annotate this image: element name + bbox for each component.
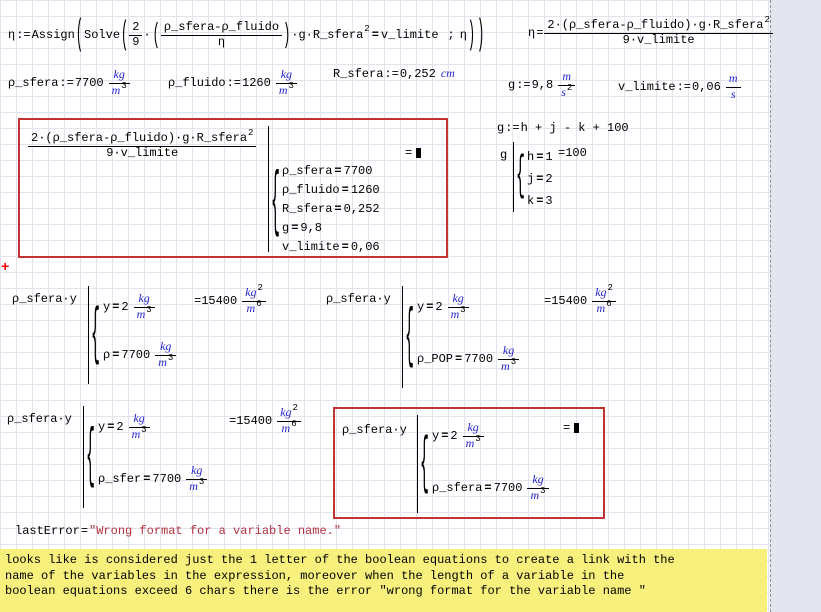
eval-result: = 15400 $\frac{kg^2}{m^6}$ [194, 286, 266, 317]
sub-row: ρ_fluido = 1260 [282, 183, 380, 197]
var-v-limite: v_limite [380, 28, 439, 42]
paren-open-icon: ( [121, 15, 129, 55]
assign-op: := [516, 78, 531, 93]
eval-label: g [500, 148, 508, 162]
unit-kg-m3: $\frac{kg}{m^3}$ [498, 344, 519, 375]
paren-close-icon: ) [283, 18, 291, 52]
last-error-output[interactable] [15, 524, 341, 538]
error-highlight-box[interactable] [333, 407, 605, 519]
unit-kg-m3: $\frac{kg}{m^3}$ [129, 412, 150, 443]
unit-kg-m3: $\frac{kg}{m^3}$ [463, 421, 484, 452]
paren-close-icon: ) [477, 14, 485, 56]
sub-row: ρ_POP = 7700 $\frac{kg}{m^3}$ [417, 344, 519, 375]
unit-kg-m3: $\frac{kg}{m^3}$ [109, 68, 130, 99]
brace-icon: { [271, 163, 281, 246]
def-rho-fluido[interactable]: ρ_fluido := 1260 $\frac{kg}{m^3}$ [168, 68, 297, 99]
fraction-density: $\frac{\text{ρ\_sfera-ρ\_fluido}}{\eta}$ [161, 21, 282, 50]
semicolon: ; [447, 28, 455, 42]
brace-icon: { [420, 430, 430, 502]
insertion-cursor[interactable]: + [1, 260, 10, 276]
sub-row: k = 3 [527, 194, 553, 208]
substitution-list [527, 146, 553, 212]
sub-row: ρ_sfer = 7700 $\frac{kg}{m^3}$ [98, 464, 207, 495]
sub-row: j = 2 [527, 172, 553, 186]
unit-kg-m3: $\frac{kg}{m^3}$ [134, 292, 155, 323]
substitution-bar [417, 415, 418, 513]
note-line: boolean equations exceed 6 chars there is the error "wrong format for the variable name " [5, 584, 646, 598]
eq-op: = [80, 524, 89, 538]
eval-result: = 15400 $\frac{kg^2}{m^6}$ [544, 286, 616, 317]
assign-op: := [16, 28, 31, 42]
assign-op: := [226, 76, 242, 91]
def-rho-sfera[interactable]: ρ_sfera := 7700 $\frac{kg}{m^3}$ [8, 68, 130, 99]
sub-row: ρ = 7700 $\frac{kg}{m^3}$ [103, 340, 176, 371]
fn-solve: Solve [84, 28, 121, 42]
sub-row: y = 2 $\frac{kg}{m^3}$ [98, 412, 150, 443]
substitution-bar [268, 126, 269, 252]
expr-label: ρ_sfera·y [7, 412, 72, 426]
exponent: 2 [364, 23, 370, 34]
eval-fraction: $\frac{2\cdot(\rho\_sfera-\rho\_fluido)\cdot g\cdot R\_sfera^2}{\text{9·v\_limite}}$ [28, 132, 256, 161]
unit-kg-m3: $\frac{kg}{m^3}$ [276, 68, 297, 99]
eval-result: = 15400 $\frac{kg^2}{m^6}$ [229, 406, 301, 437]
text-note[interactable] [0, 549, 767, 612]
assign-op: := [384, 66, 399, 81]
expr-label: ρ_sfera·y [342, 423, 407, 437]
bool-eq-op: = [371, 28, 379, 42]
substitution-bar [83, 406, 84, 508]
assign-op: := [59, 76, 74, 91]
substitution-bar [513, 142, 514, 212]
fraction-2-9: $\frac{2}{9}$ [129, 21, 142, 50]
sub-row: y = 2 $\frac{kg}{m^3}$ [417, 292, 469, 323]
unit-kg2-m6: $\frac{kg^2}{m^6}$ [592, 286, 616, 317]
sub-row: R_sfera = 0,252 [282, 202, 380, 216]
result-placeholder [574, 423, 579, 433]
result-pending: = [405, 146, 421, 160]
substitution-bar [88, 286, 89, 384]
unit-kg-m3: $\frac{kg}{m^3}$ [186, 464, 207, 495]
assign-op: := [676, 80, 692, 95]
brace-icon: { [91, 301, 101, 373]
formula-block-c[interactable] [7, 403, 327, 510]
result-fraction: $\frac{2\cdot(\rho\_sfera-\rho\_fluido)\cdot g\cdot R\_sfera^2}{\text{9·v\_limite}}$ [544, 19, 772, 48]
unit-kg-m3: $\frac{kg}{m^3}$ [448, 292, 469, 323]
sub-row: h = 1 [527, 150, 553, 164]
var-eta: η [528, 26, 536, 41]
brace-icon: { [405, 301, 415, 377]
sub-row: ρ_sfera = 7700 [282, 164, 373, 178]
last-error-value: "Wrong format for a variable name." [89, 524, 342, 538]
eq-op: = [536, 26, 544, 41]
page-margin [770, 0, 821, 612]
unit-kg2-m6: $\frac{kg^2}{m^6}$ [242, 286, 266, 317]
sub-row: v_limite = 0,06 [282, 240, 380, 254]
note-line: name of the variables in the expression, moreover when the length of a variable in the [5, 568, 625, 583]
brace-icon: { [86, 421, 96, 497]
sub-row: ρ_sfera = 7700 $\frac{kg}{m^3}$ [432, 473, 549, 504]
formula-g-definition[interactable]: g := h + j - k + 100 [497, 121, 629, 135]
dot-op: · [143, 28, 151, 42]
expr-label: ρ_sfera·y [12, 292, 77, 306]
brace-icon: { [516, 150, 526, 205]
paren-open-icon: ( [152, 18, 160, 52]
unit-cm: cm [440, 66, 455, 80]
expr-tail: ·g·R_sfera [291, 28, 364, 42]
formula-eta-result[interactable] [528, 15, 773, 48]
sub-row: y = 2 $\frac{kg}{m^3}$ [432, 421, 484, 452]
eval-result: = 100 [558, 146, 587, 160]
solve-var: η [459, 28, 467, 42]
note-line: looks like is considered just the 1 letter of the boolean equations to create a link with the [5, 553, 675, 567]
last-error-name: lastError [15, 524, 80, 538]
assign-op: := [505, 121, 520, 135]
substitution-bar [402, 286, 403, 388]
formula-block-b[interactable] [326, 283, 646, 390]
formula-block-a[interactable] [12, 283, 312, 386]
formula-eta-definition[interactable] [8, 11, 485, 59]
unit-kg-m3: $\frac{kg}{m^3}$ [527, 473, 548, 504]
fn-assign: Assign [31, 28, 75, 42]
paren-close-icon: ) [467, 15, 476, 55]
result-placeholder [416, 148, 421, 158]
unit-m-s2: $\frac{m}{s^2}$ [558, 70, 575, 101]
var-eta: η [8, 28, 16, 42]
formula-g-evaluation[interactable] [500, 142, 620, 216]
expr-label: ρ_sfera·y [326, 292, 391, 306]
def-r-sfera[interactable]: R_sfera := 0,252 cm [333, 66, 455, 81]
def-g[interactable]: g := 9,8 $\frac{m}{s^2}$ [508, 70, 575, 101]
unit-kg-m3: $\frac{kg}{m^3}$ [155, 340, 176, 371]
sub-row: g = 9,8 [282, 221, 323, 235]
unit-kg2-m6: $\frac{kg^2}{m^6}$ [277, 406, 301, 437]
paren-open-icon: ( [75, 14, 84, 56]
unit-m-s: $\frac{m}{s}$ [726, 72, 741, 103]
sub-row: y = 2 $\frac{kg}{m^3}$ [103, 292, 155, 323]
result-pending: = [563, 421, 579, 435]
substitution-list [282, 162, 380, 257]
def-v-limite[interactable]: v_limite := 0,06 $\frac{m}{s}$ [618, 72, 741, 103]
error-highlight-box[interactable] [18, 118, 448, 258]
